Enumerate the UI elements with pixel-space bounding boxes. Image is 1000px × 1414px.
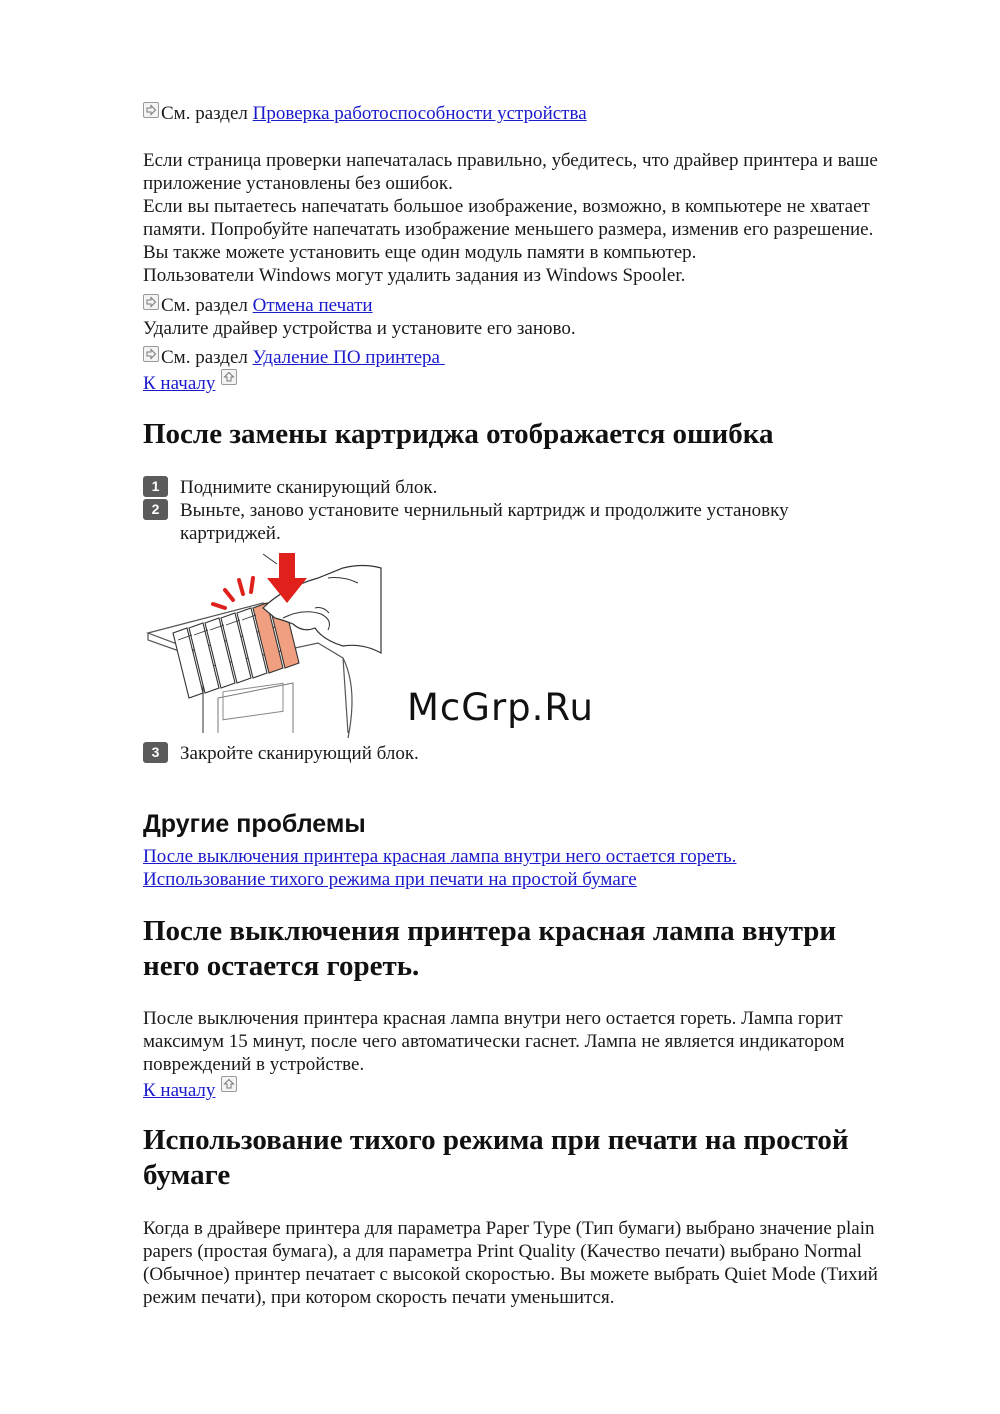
step-text: Поднимите сканирующий блок. <box>180 477 438 498</box>
paragraph-line: режим печати), при котором скорость печати уменьшится. <box>143 1287 615 1308</box>
see-reference-uninstall <box>143 346 445 369</box>
paragraph-line: Вы также можете установить еще один модуль памяти в компьютер. <box>143 242 697 263</box>
paragraph-line: Пользователи Windows могут удалить задания из Windows Spooler. <box>143 265 686 286</box>
heading-quiet-mode: Использование тихого режима при печати на простой <box>143 1124 849 1156</box>
reference-arrow-icon <box>143 102 159 118</box>
arrow-up-icon[interactable] <box>221 1076 237 1092</box>
see-prefix: См. раздел <box>161 347 248 368</box>
heading-cartridge-error: После замены картриджа отображается ошибка <box>143 418 774 450</box>
paragraph-line: приложение установлены без ошибок. <box>143 173 453 194</box>
link-red-lamp[interactable]: После выключения принтера красная лампа внутри него остается гореть. <box>143 846 737 867</box>
other-problem-link-row <box>143 845 736 868</box>
paragraph-line: повреждений в устройстве. <box>143 1054 365 1075</box>
paragraph-line: Когда в драйвере принтера для параметра Paper Type (Тип бумаги) выбрано значение plain <box>143 1218 875 1239</box>
link-device-check[interactable]: Проверка работоспособности устройства <box>252 103 587 124</box>
watermark: McGrp.Ru <box>407 686 594 729</box>
cartridge-installation-illustration <box>143 548 383 743</box>
arrow-up-icon[interactable] <box>221 369 237 385</box>
paragraph-line: Если страница проверки напечаталась правильно, убедитесь, что драйвер принтера и ваше <box>143 150 878 171</box>
link-cancel-printing[interactable]: Отмена печати <box>252 295 373 316</box>
see-prefix: См. раздел <box>161 295 248 316</box>
reference-arrow-icon <box>143 346 159 362</box>
paragraph-line: памяти. Попробуйте напечатать изображение меньшего размера, изменив его разрешение. <box>143 219 874 240</box>
paragraph-line: Если вы пытаетесь напечатать большое изображение, возможно, в компьютере не хватает <box>143 196 870 217</box>
reference-arrow-icon <box>143 294 159 310</box>
step-text: Закройте сканирующий блок. <box>180 743 419 764</box>
heading-quiet-mode-continued: бумаге <box>143 1159 231 1191</box>
paragraph-line: (Обычное) принтер печатает с высокой скоростью. Вы можете выбрать Quiet Mode (Тихий <box>143 1264 878 1285</box>
step-3 <box>143 742 943 765</box>
see-reference-cancel <box>143 294 373 317</box>
step-badge: 3 <box>143 742 168 763</box>
link-quiet-mode[interactable]: Использование тихого режима при печати на простой бумаге <box>143 869 637 890</box>
back-to-top-1 <box>143 369 237 395</box>
step-text: Выньте, заново установите чернильный картридж и продолжите установку <box>180 500 789 521</box>
see-prefix: См. раздел <box>161 103 248 124</box>
paragraph-line: максимум 15 минут, после чего автоматически гаснет. Лампа не является индикатором <box>143 1031 845 1052</box>
heading-red-lamp-continued: него остается гореть. <box>143 950 420 982</box>
back-to-top-link[interactable]: К началу <box>143 1080 216 1101</box>
back-to-top-link[interactable]: К началу <box>143 373 216 394</box>
heading-red-lamp: После выключения принтера красная лампа внутри <box>143 915 837 947</box>
step-badge: 1 <box>143 476 168 497</box>
back-to-top-2 <box>143 1076 237 1102</box>
paragraph-line: После выключения принтера красная лампа внутри него остается гореть. Лампа горит <box>143 1008 843 1029</box>
paragraph-line: papers (простая бумага), а для параметра Print Quality (Качество печати) выбрано Normal <box>143 1241 862 1262</box>
link-uninstall-driver[interactable]: Удаление ПО принтера <box>252 347 445 368</box>
reinstall-text: Удалите драйвер устройства и установите его заново. <box>143 318 576 339</box>
steps-list <box>143 476 943 546</box>
see-reference-check <box>143 102 587 125</box>
step-text-continued: картриджей. <box>180 523 281 544</box>
step-badge: 2 <box>143 499 168 520</box>
heading-other-problems: Другие проблемы <box>143 810 366 838</box>
other-problem-link-row <box>143 868 637 891</box>
